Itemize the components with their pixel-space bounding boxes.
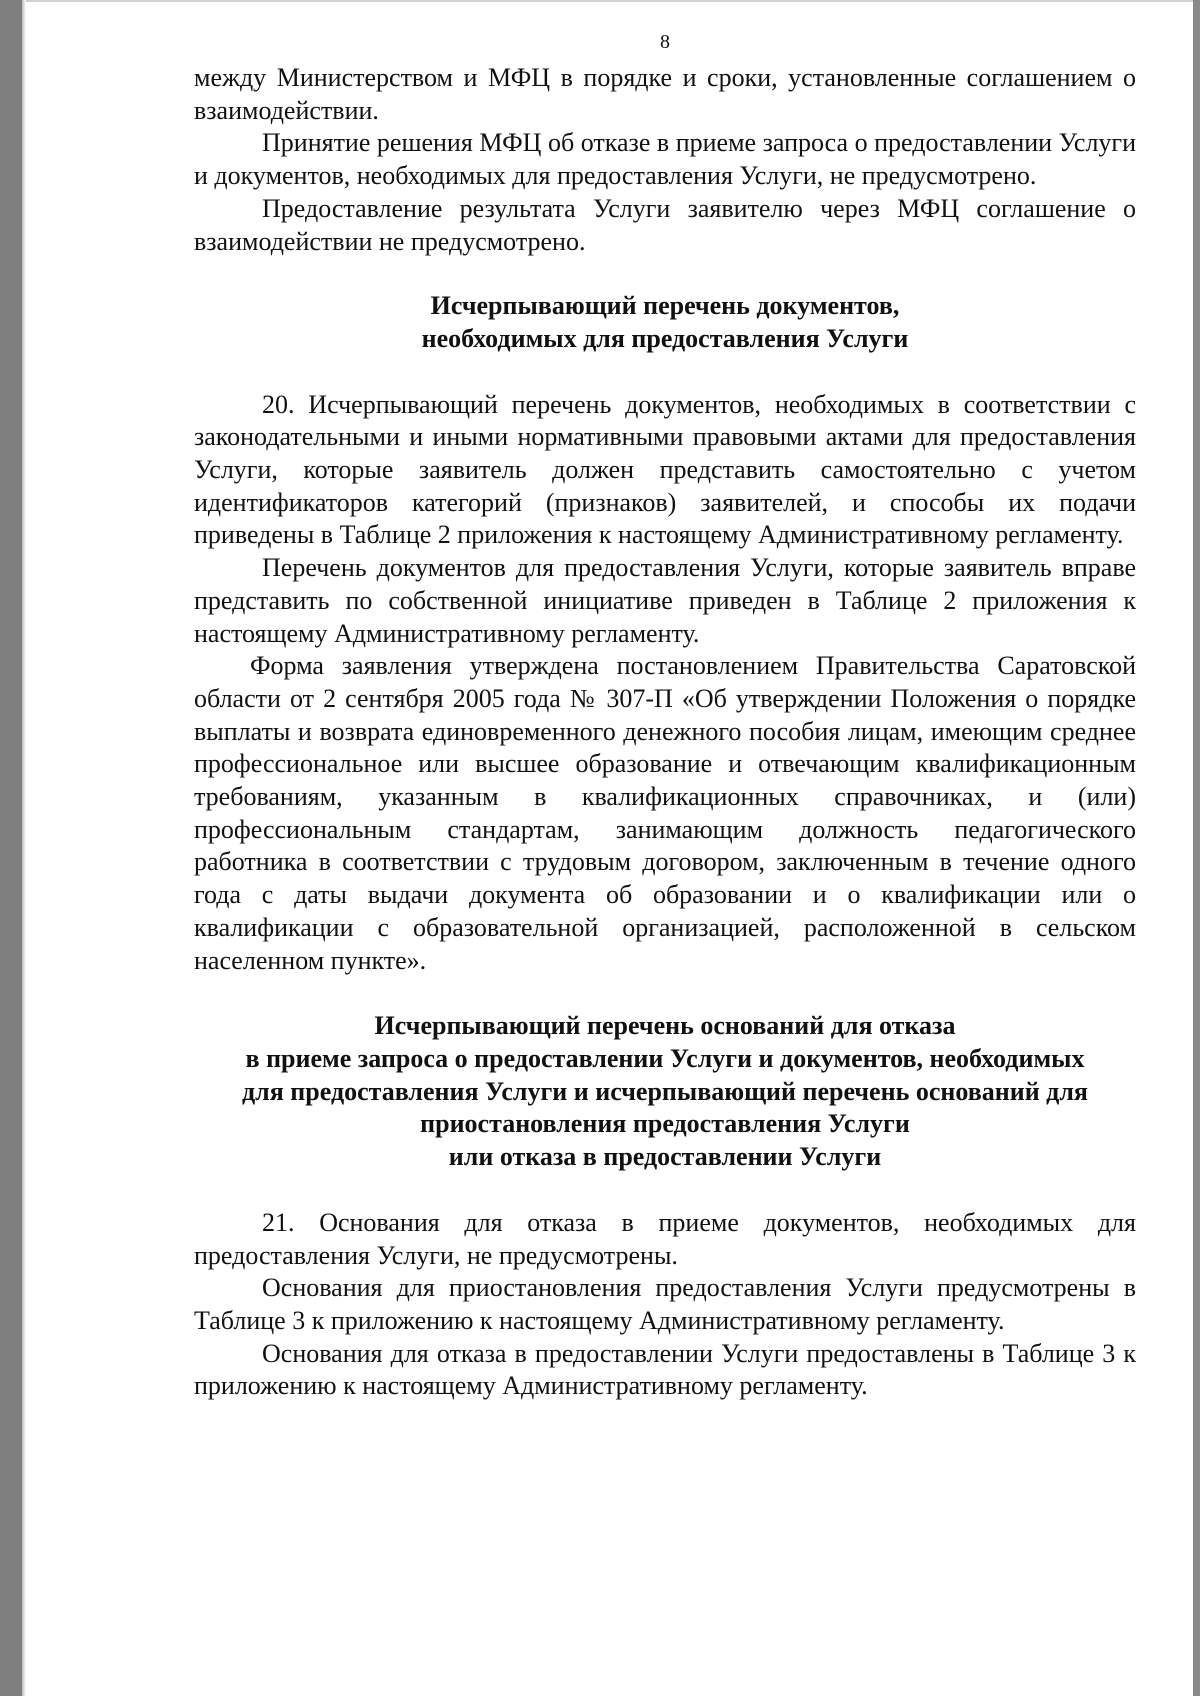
heading-line: необходимых для предоставления Услуги [421, 323, 909, 353]
paragraph-result-delivery: Предоставление результата Услуги заявителю через МФЦ соглашение о взаимодействии не предусмотрено. [194, 193, 1136, 256]
paragraph-20-application-form: Форма заявления утверждена постановлением Правительства Саратовской области от 2 сентября 2005 года № 307-П «Об утверждении Положения о порядке выплаты и возврата единовременного денежного пособия лицам, имеющим среднее профессиональное или высшее образование и отвечающим квалификационным требованиям, указанным в квалификационных справочниках, и (или) профессиональным стандартам, занимающим должность педагогического работника в соответствии с трудовым договором, заключенным в течение одного года с даты выдачи документа об образовании и о квалификации или о квалификации с образовательной организацией, расположенной в сельском населенном пункте». [194, 651, 1136, 975]
scan-right-border [1193, 0, 1200, 1696]
section-heading-documents [194, 290, 1136, 355]
heading-line: Исчерпывающий перечень документов, [430, 291, 900, 321]
heading-line: или отказа в предоставлении Услуги [448, 1142, 882, 1172]
heading-line: Исчерпывающий перечень оснований для отказа [374, 1011, 956, 1041]
paragraph-20-documents-list: 20. Исчерпывающий перечень документов, необходимых в соответствии с законодательными и иными нормативными правовыми актами для предоставления Услуги, которые заявитель должен представить самостоятельно с учетом идентификаторов категорий (признаков) заявителей, и способы их подачи приведены в Таблице 2 приложения к настоящему Административному регламенту. [194, 389, 1136, 550]
paragraph-20-optional-documents: Перечень документов для предоставления Услуги, которые заявитель вправе представить по собственной инициативе приведен в Таблице 2 приложения к настоящему Административному регламенту. [194, 553, 1136, 648]
document-page [194, 30, 1136, 1403]
heading-line: в приеме запроса о предоставлении Услуги и документов, необходимых [245, 1043, 1085, 1073]
paragraph-21-suspension-grounds: Основания для приостановления предоставления Услуги предусмотрены в Таблице 3 к приложению к настоящему Административному регламенту. [194, 1273, 1136, 1335]
page-number: 8 [660, 31, 670, 53]
section-heading-refusal-grounds [194, 1010, 1136, 1174]
paragraph-21-refusal-grounds: Основания для отказа в предоставлении Услуги предоставлены в Таблице 3 к приложению к настоящему Административному регламенту. [194, 1338, 1136, 1401]
heading-line: для предоставления Услуги и исчерпывающий перечень оснований для [242, 1076, 1088, 1106]
scan-left-shadow [22, 0, 26, 1696]
paragraph-mfc-refusal: Принятие решения МФЦ об отказе в приеме запроса о предоставлении Услуги и документов, необходимых для предоставления Услуги, не предусмотрено. [194, 128, 1136, 191]
paragraph-21-no-refusal-grounds: 21. Основания для отказа в приеме документов, необходимых для предоставления Услуги, не предусмотрены. [194, 1207, 1136, 1270]
scan-left-border [0, 0, 22, 1696]
scan-top-border [26, 0, 1193, 2]
heading-line: приостановления предоставления Услуги [420, 1109, 910, 1139]
paragraph-continuation: между Министерством и МФЦ в порядке и сроки, установленные соглашением о взаимодействии. [194, 63, 1136, 125]
